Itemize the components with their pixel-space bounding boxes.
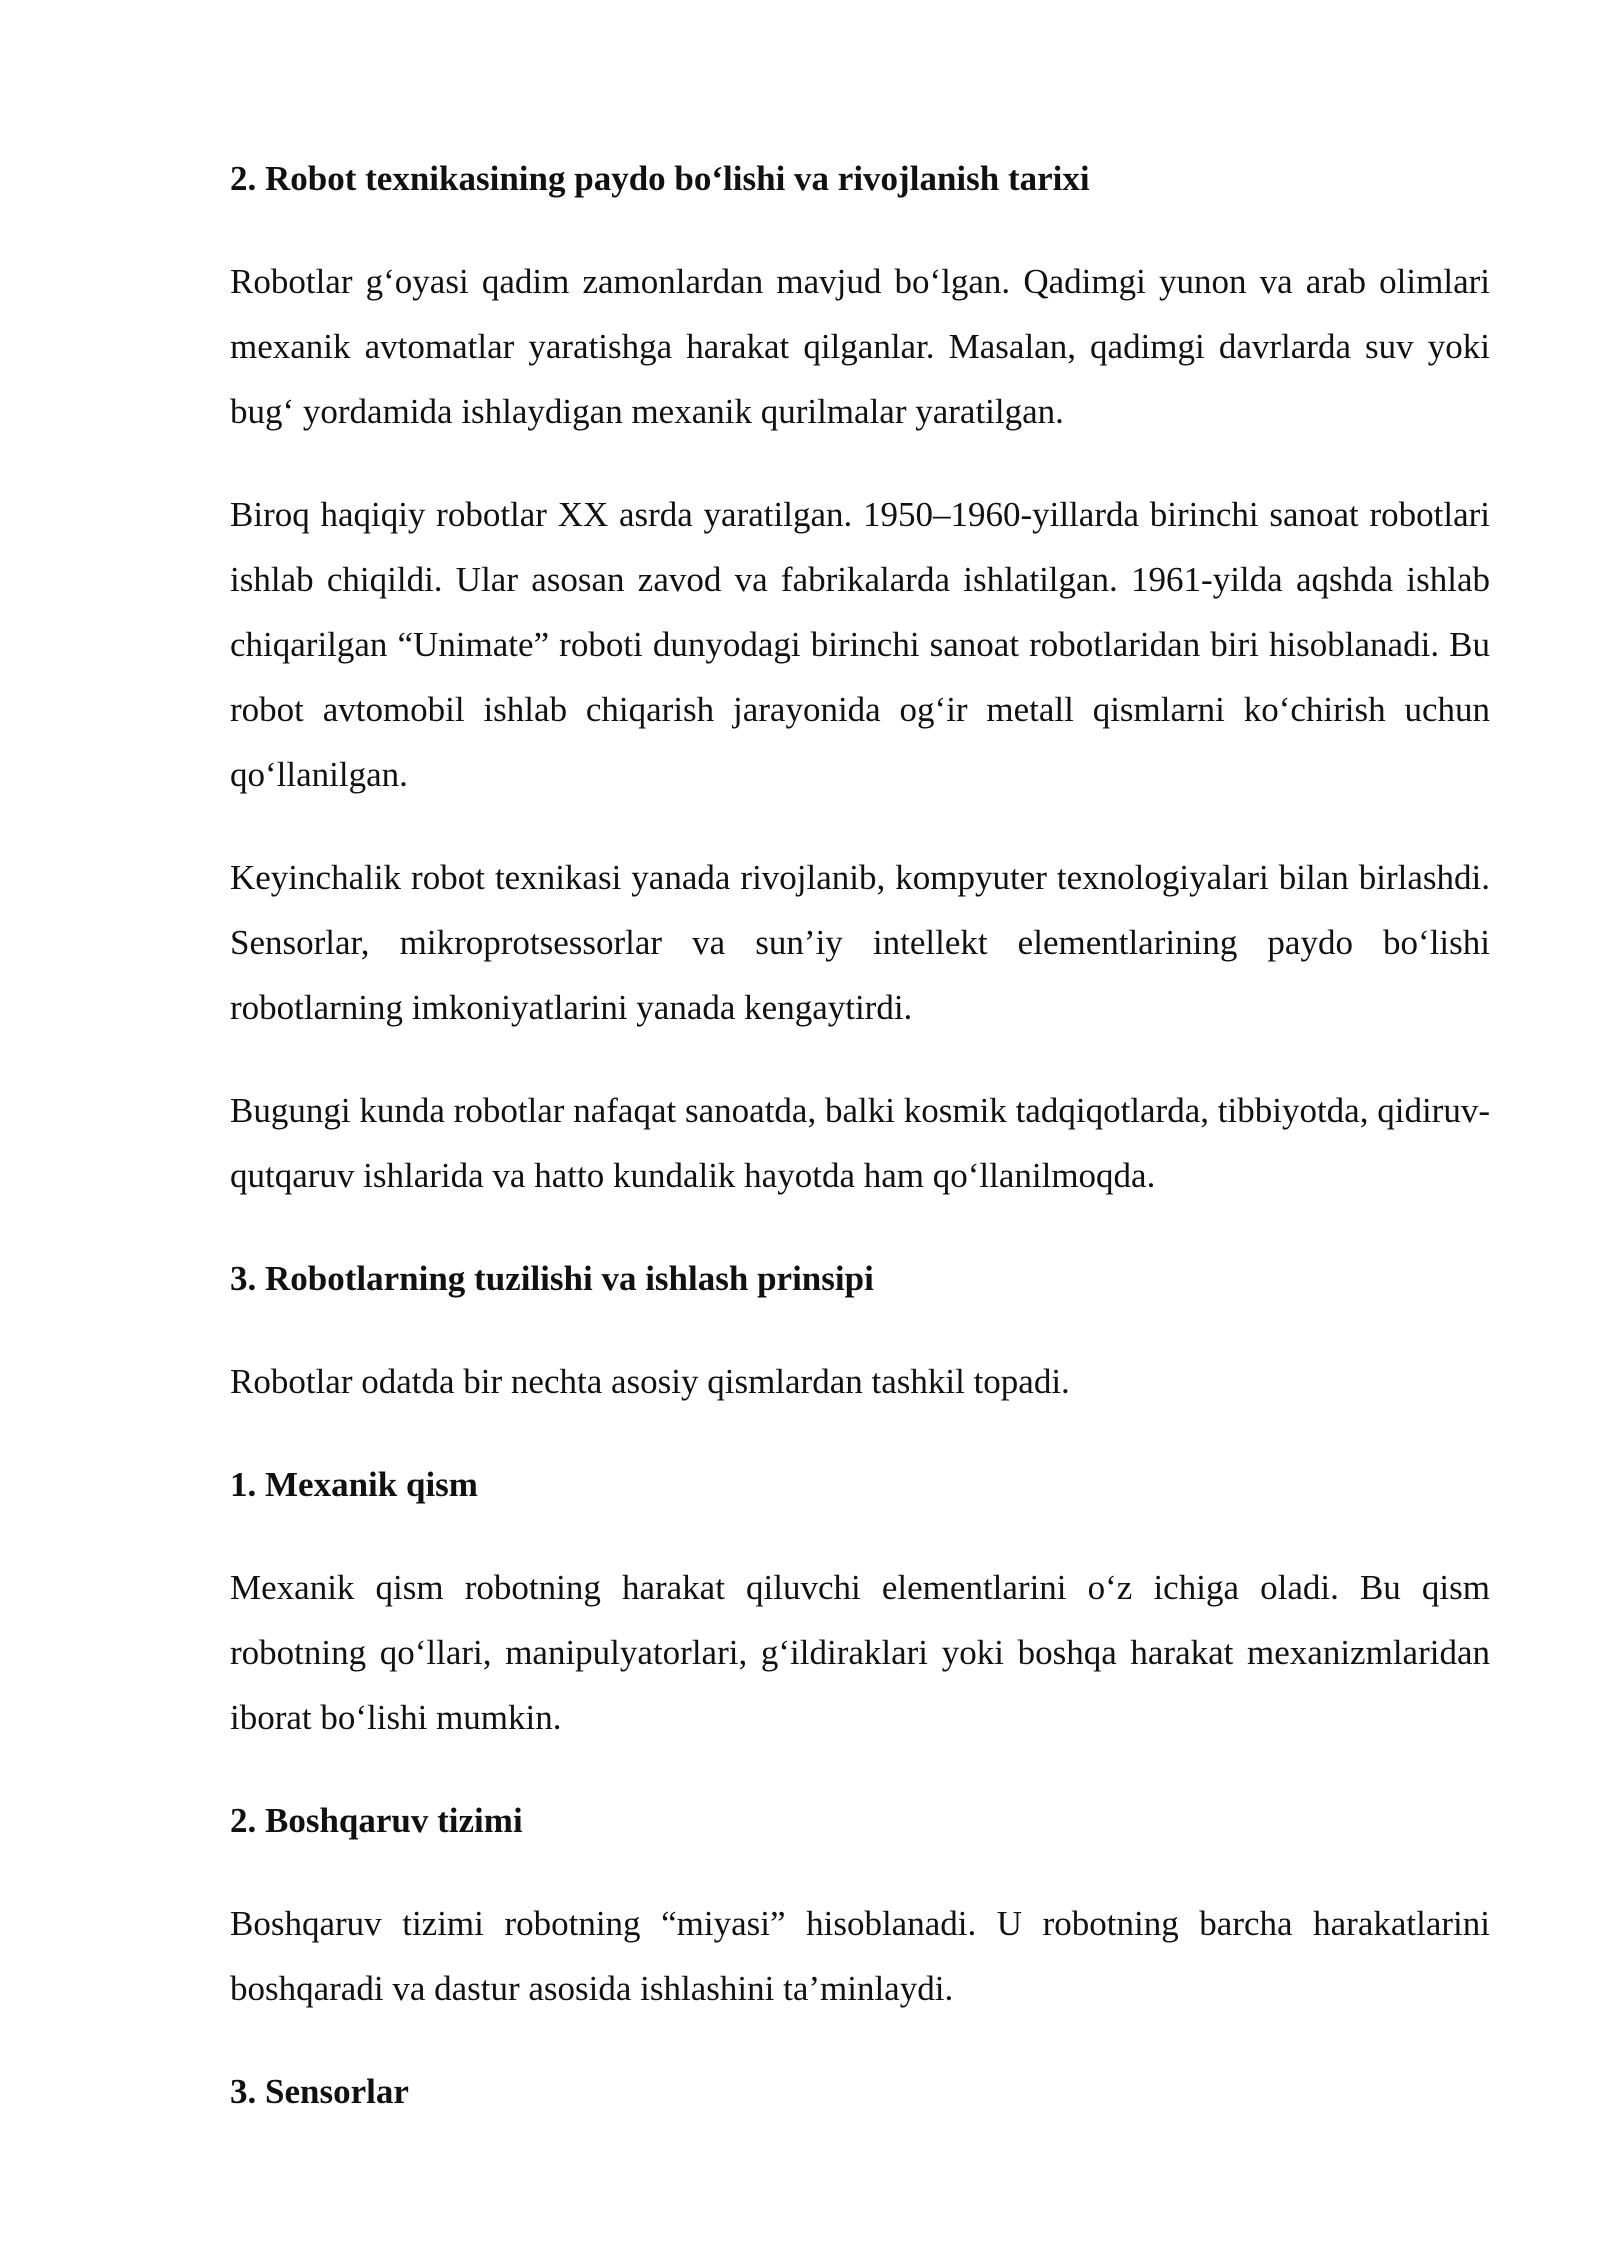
paragraph-control-system: Boshqaruv tizimi robotning “miyasi” hisoblanadi. U robotning barcha harakatlarini boshqaradi va dastur asosida ishlashini ta’minlaydi.	[230, 1904, 1490, 2008]
section-heading-history: 2. Robot texnikasining paydo bo‘lishi va rivojlanish tarixi	[230, 159, 1090, 198]
paragraph-ancient-idea: Robotlar g‘oyasi qadim zamonlardan mavjud bo‘lgan. Qadimgi yunon va arab olimlari mexanik avtomatlar yaratishga harakat qilganlar. Masalan, qadimgi davrlarda suv yoki bug‘ yordamida ishlaydigan mexanik qurilmalar yaratilgan.	[230, 262, 1490, 431]
paragraph-computer-integration: Keyinchalik robot texnikasi yanada rivojlanib, kompyuter texnologiyalari bilan birlashdi. Sensorlar, mikroprotsessorlar va sun’iy intellekt elementlarining paydo bo‘lishi robotlarning imkoniyatlarini yanada kengaytirdi.	[230, 858, 1490, 1027]
section-heading-structure: 3. Robotlarning tuzilishi va ishlash prinsipi	[230, 1259, 874, 1298]
paragraph-modern-use: Bugungi kunda robotlar nafaqat sanoatda, balki kosmik tadqiqotlarda, tibbiyotda, qidiruv-qutqaruv ishlarida va hatto kundalik hayotda ham qo‘llanilmoqda.	[230, 1091, 1490, 1195]
subheading-mechanical: 1. Mexanik qism	[230, 1465, 478, 1504]
document-content	[230, 146, 1490, 2162]
paragraph-structure-intro: Robotlar odatda bir nechta asosiy qismlardan tashkil topadi.	[230, 1362, 1070, 1401]
subheading-control-system: 2. Boshqaruv tizimi	[230, 1801, 523, 1840]
subheading-sensors: 3. Sensorlar	[230, 2072, 409, 2111]
paragraph-mechanical: Mexanik qism robotning harakat qiluvchi elementlarini o‘z ichiga oladi. Bu qism robotning qo‘llari, manipulyatorlari, g‘ildiraklari yoki boshqa harakat mexanizmlaridan iborat bo‘lishi mumkin.	[230, 1568, 1490, 1737]
paragraph-first-industrial-robots: Biroq haqiqiy robotlar XX asrda yaratilgan. 1950–1960-yillarda birinchi sanoat robotlari ishlab chiqildi. Ular asosan zavod va fabrikalarda ishlatilgan. 1961-yilda aqshda ishlab chiqarilgan “Unimate” roboti dunyodagi birinchi sanoat robotlaridan biri hisoblanadi. Bu robot avtomobil ishlab chiqarish jarayonida og‘ir metall qismlarni ko‘chirish uchun qo‘llanilgan.	[230, 495, 1490, 794]
